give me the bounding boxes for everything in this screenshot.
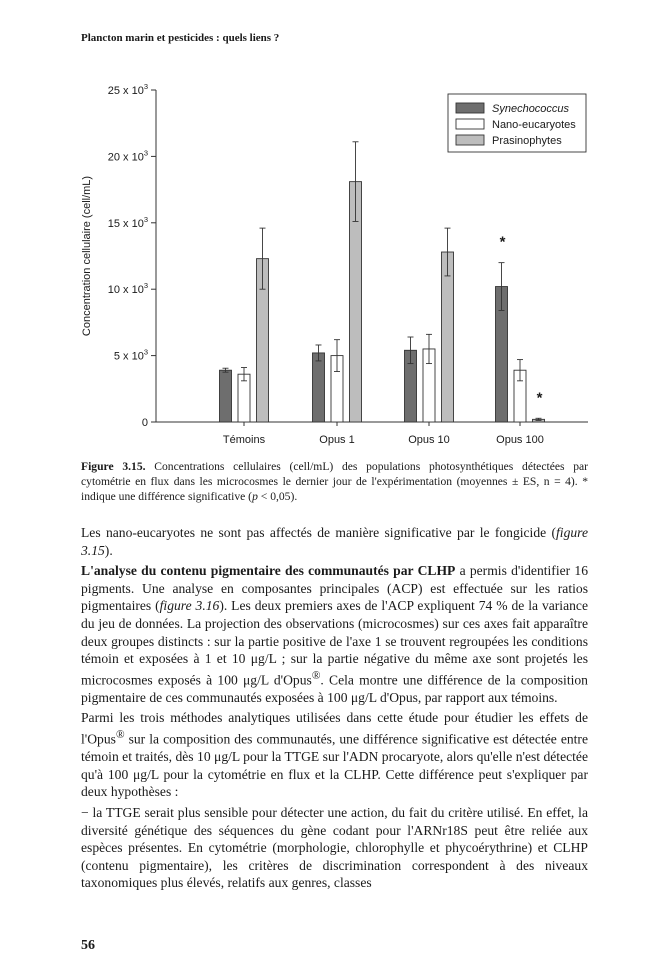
p2-text-a: a permis d'identifier 16 pigments. Une analyse en composantes principales (ACP) est effectuée sur les ratios pigmentaires ( <box>81 563 588 614</box>
p1-text-a: Les nano-eucaryotes ne sont pas affectés de manière significative par le fongicide ( <box>81 525 557 540</box>
legend-swatch <box>456 135 484 145</box>
y-tick-label: 0 <box>141 417 148 429</box>
significance-star: * <box>536 389 543 407</box>
bar-chart <box>70 72 600 457</box>
x-tick-label: Témoins <box>222 434 266 446</box>
legend-label: Synechococcus <box>492 103 570 115</box>
legend-swatch <box>456 103 484 113</box>
paragraph-4 <box>81 804 588 892</box>
y-axis-label: Concentration cellulaire (cell/mL) <box>81 175 93 337</box>
x-tick-label: Opus 1 <box>319 434 355 446</box>
p1-text-b: ). <box>104 542 113 558</box>
p2-figure-ref: figure 3.16 <box>159 598 220 614</box>
y-tick-label: 25 x $10^3$ <box>107 82 148 97</box>
running-header: Plancton marin et pesticides : quels liens ? <box>81 32 280 44</box>
p2-text-b: ). Les deux premiers axes de l'ACP expliquent 74 % de la variance du jeu de données. La projection des observations (microcosmes) sur ces axes fait apparaître deux groupes distincts : sur la partie positive de l'axe 1 se trouvent regroupées les conditions témoin et exposées à 1 et 10 μg/L ; sur la partie négative du même axe sont projetés les microcosmes exposés à 100 μg/L d'Opus <box>81 598 588 688</box>
p4-text: − la TTGE serait plus sensible pour détecter une action, du fait du critère utilisé. En effet, la diversité génétique des séquences du gène codant pour l'ARNr18S peut être reliée aux espèces présentes. En cytométrie (morphologie, chlorophylle et phycoérythrine) et CLHP (contenu pigmentaire), les critères de discrimination correspondent à des niveaux taxonomiques plus élevés, relatifs aux genres, classes <box>81 804 588 891</box>
page-number: 56 <box>81 938 95 953</box>
p2-lead: L'analyse du contenu pigmentaire des communautés par CLHP <box>81 563 456 579</box>
caption-p-symbol: p <box>252 490 258 503</box>
y-tick-label: 5 x $10^3$ <box>113 347 148 363</box>
legend-label: Nano-eucaryotes <box>492 119 576 131</box>
bar <box>313 353 325 422</box>
p2-text-c: . Cela montre une différence de la composition pigmentaire de ces communautés exposées à 100 μg/L d'Opus, par rapport aux témoins. <box>81 672 588 705</box>
p1-figure-ref: figure 3.15 <box>81 525 588 558</box>
paragraph-2 <box>81 562 588 706</box>
bar <box>238 374 250 422</box>
paragraph-3 <box>81 709 588 801</box>
p2-registered-mark: ® <box>311 669 321 682</box>
paragraph-1 <box>81 524 588 559</box>
p3-text-a: Parmi les trois méthodes analytiques utilisées dans cette étude pour étudier les effets de l'Opus <box>81 710 588 747</box>
bar <box>220 370 232 422</box>
figure-caption <box>81 459 588 504</box>
caption-label: Figure 3.15. <box>81 460 146 473</box>
y-tick-label: 20 x $10^3$ <box>107 148 148 164</box>
significance-star: * <box>499 233 506 251</box>
caption-after: < 0,05). <box>257 490 298 503</box>
y-tick-label: 10 x $10^3$ <box>107 281 148 297</box>
p3-text-b: sur la composition des communautés, une différence significative est détectée entre témoin et traités, dès 10 μg/L pour la TTGE sur l'ADN procaryote, alors qu'elle n'est détectée qu'à 100 μg/L pour la cytométrie en flux et la CLHP. Cette différence peut s'expliquer par deux hypothèses : <box>81 731 588 800</box>
y-tick-label: 15 x $10^3$ <box>107 214 148 230</box>
legend-label: Prasinophytes <box>492 135 562 147</box>
bar <box>442 252 454 422</box>
x-tick-label: Opus 10 <box>408 434 450 446</box>
legend-swatch <box>456 119 484 129</box>
p3-registered-mark: ® <box>115 729 125 742</box>
x-tick-label: Opus 100 <box>496 434 544 446</box>
caption-text: Concentrations cellulaires (cell/mL) des populations photosynthétiques détectées par cytométrie en flux dans les microcosmes le dernier jour de l'expérimentation (moyennes ± ES, n = 4). * indique une différence significative ( <box>81 460 589 503</box>
body-text <box>81 524 588 895</box>
